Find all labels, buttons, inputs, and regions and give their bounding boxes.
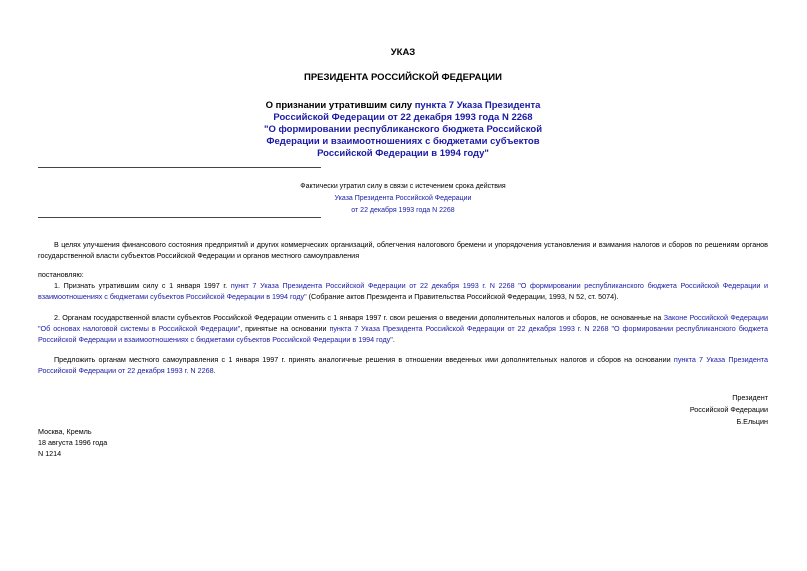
place-location: Москва, Кремль bbox=[38, 427, 92, 436]
paragraph-3-link[interactable]: пункта 7 Указа Президента Российской Федерации от 22 декабря 1993 г. N 2268 bbox=[38, 355, 768, 375]
decree-word: постановляю: bbox=[38, 270, 84, 279]
issuer-title: ПРЕЗИДЕНТА РОССИЙСКОЙ ФЕДЕРАЦИИ bbox=[304, 72, 502, 83]
expired-note-text: Фактически утратил силу в связи с истечением срока действия bbox=[300, 183, 506, 190]
place-date: 18 августа 1996 года bbox=[38, 438, 108, 447]
subject-link-part2[interactable]: Российской Федерации от 22 декабря 1993 года N 2268 bbox=[273, 112, 533, 123]
place-date-block bbox=[38, 426, 107, 459]
signature-block bbox=[690, 392, 768, 428]
subject-link-part1[interactable]: пункта 7 Указа Президента bbox=[414, 100, 541, 111]
subject-link-part5[interactable]: Российской Федерации в 1994 году" bbox=[317, 148, 489, 159]
subject-link-part3[interactable]: "О формировании республиканского бюджета Российской bbox=[263, 124, 543, 135]
doc-subject bbox=[38, 100, 768, 160]
paragraph-2 bbox=[38, 312, 768, 345]
paragraph-2-law-link[interactable]: Законе Российской Федерации "Об основах налоговой системы в Российской Федерации" bbox=[38, 313, 768, 333]
expired-note-link-line1[interactable]: Указа Президента Российской Федерации bbox=[334, 195, 472, 202]
paragraph-1-text: 1. Признать утратившим силу с 1 января 1997 г. bbox=[54, 281, 231, 290]
subject-link-part4[interactable]: Федерации и взаимоотношениях с бюджетами субъектов bbox=[266, 136, 540, 147]
divider-top bbox=[38, 167, 321, 168]
paragraph-2-end: . bbox=[392, 335, 395, 344]
signature-name: Б.Ельцин bbox=[736, 417, 768, 426]
signature-title: Президент bbox=[732, 393, 768, 402]
paragraph-1-source: (Собрание актов Президента и Правительства Российской Федерации, 1993, N 52, ст. 5074). bbox=[306, 292, 619, 301]
paragraph-2-decree-link[interactable]: пункта 7 Указа Президента Российской Федерации от 22 декабря 1993 г. N 2268 "О формировании республиканского бюджета Российской Федерации и взаимоотношениях с бюджетами субъектов Российской Федерации в 1994 году" bbox=[38, 324, 769, 344]
signature-country: Российской Федерации bbox=[689, 405, 768, 414]
paragraph-3-end: . bbox=[213, 366, 216, 375]
paragraph-1 bbox=[38, 280, 768, 302]
paragraph-1-link[interactable]: пункт 7 Указа Президента Российской Федерации от 22 декабря 1993 г. N 2268 "О формировании республиканского бюджета Российской Федерации и взаимоотношениях с бюджетами субъектов Российской Федерации в 1994 году" bbox=[38, 281, 769, 301]
expired-note-link-line2[interactable]: от 22 декабря 1993 года N 2268 bbox=[351, 207, 455, 214]
paragraph-3-text: Предложить органам местного самоуправления с 1 января 1997 г. принять аналогичные решения в отношении введенных ими дополнительных налогов и сборов на основании bbox=[54, 355, 674, 364]
doc-type-title: УКАЗ bbox=[390, 47, 416, 58]
paragraph-2-text-mid: , принятые на основании bbox=[240, 324, 330, 333]
preamble-paragraph: В целях улучшения финансового состояния предприятий и других коммерческих организаций, облегчения налогового бремени и упорядочения установления и взимания налогов и сборов по решениям органов государственной власти субъектов Российской Федерации и органов местного самоуправления bbox=[38, 240, 768, 260]
expired-note bbox=[38, 181, 768, 217]
paragraph-2-text: 2. Органам государственной власти субъектов Российской Федерации отменить с 1 января 1997 г. свои решения о введении дополнительных налогов и сборов, не основанные на bbox=[54, 313, 664, 322]
doc-number: N 1214 bbox=[38, 449, 62, 458]
subject-text: О признании утратившим силу bbox=[265, 100, 415, 111]
divider-bottom bbox=[38, 217, 321, 218]
paragraph-3 bbox=[38, 354, 768, 376]
